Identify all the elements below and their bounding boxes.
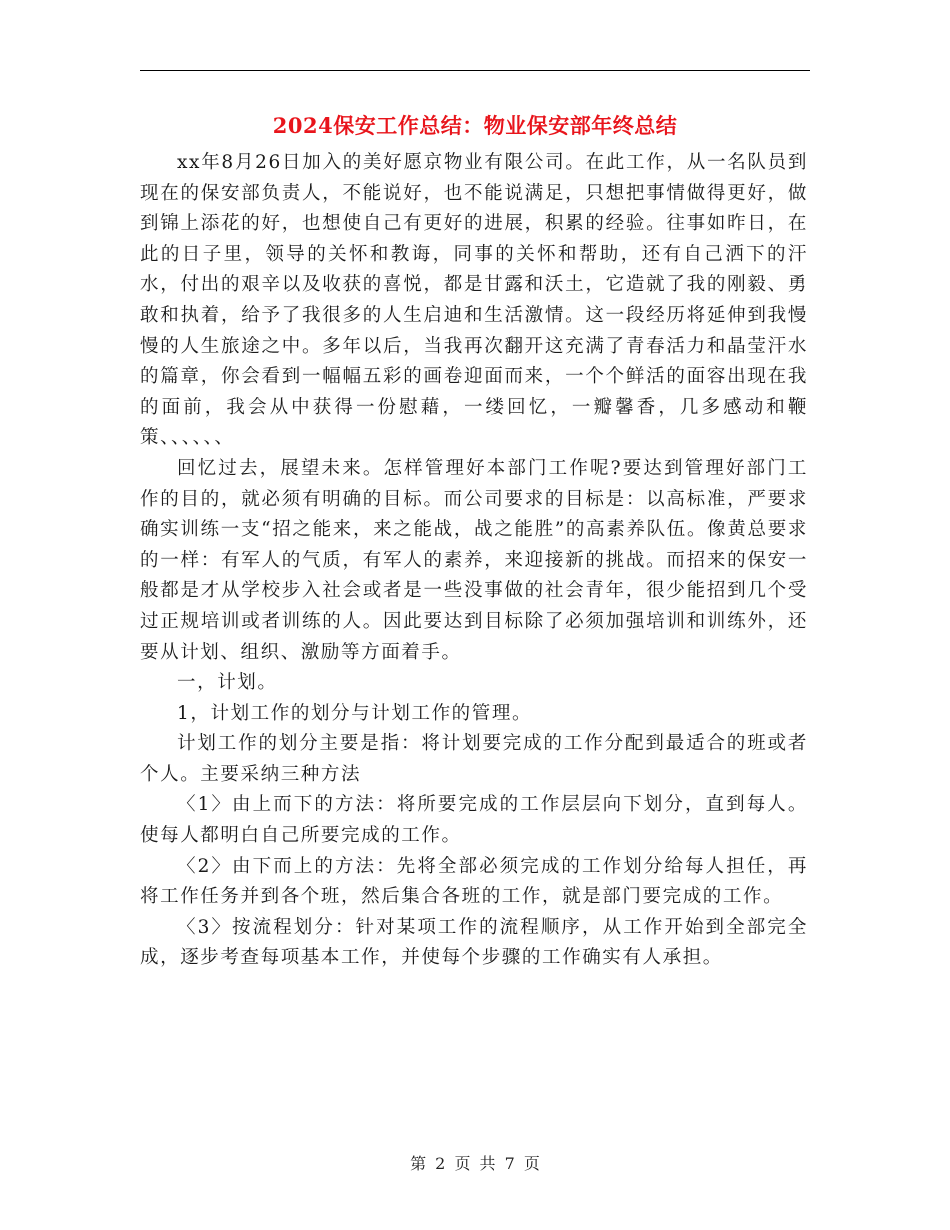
page-footer: 第 2 页 共 7 页 — [410, 1154, 540, 1173]
document-title: 2024保安工作总结：物业保安部年终总结 — [272, 113, 678, 138]
list-item-process: 〈3〉按流程划分：针对某项工作的流程顺序，从工作开始到全部完全成，逐步考查每项基本工作，并使每个步骤的工作确实有人承担。 — [140, 916, 808, 969]
header-rule — [140, 70, 810, 71]
paragraph-intro: xx年8月26日加入的美好愿京物业有限公司。在此工作，从一名队员到现在的保安部负责人，不能说好，也不能说满足，只想把事情做得更好，做到锦上添花的好，也想使自己有更好的进展，积累的经验。往事如昨日，在此的日子里，领导的关怀和教诲，同事的关怀和帮助，还有自己洒下的汗水，付出的艰辛以及收获的喜悦，都是甘露和沃土，它造就了我的刚毅、勇敢和执着，给予了我很多的人生启迪和生活激情。这一段经历将延伸到我慢慢的人生旅途之中。多年以后，当我再次翻开这充满了青春活力和晶莹汗水的篇章，你会看到一幅幅五彩的画卷迎面而来，一个个鲜活的面容出现在我的面前，我会从中获得一份慰藉，一缕回忆，一瓣馨香，几多感动和鞭策、、、、、、 — [140, 152, 808, 449]
list-item-bottom-up: 〈2〉由下而上的方法：先将全部必须完成的工作划分给每人担任，再将工作任务并到各个班，然后集合各班的工作，就是部门要完成的工作。 — [140, 855, 808, 908]
document-body — [140, 148, 808, 974]
list-item-top-down: 〈1〉由上而下的方法：将所要完成的工作层层向下划分，直到每人。使每人都明白自己所要完成的工作。 — [140, 794, 808, 847]
paragraph-goals: 回忆过去，展望未来。怎样管理好本部门工作呢?要达到管理好部门工作的目的，就必须有明确的目标。而公司要求的目标是：以高标准，严要求确实训练一支“招之能来，来之能战，战之能胜”的高素养队伍。像黄总要求的一样：有军人的气质，有军人的素养，来迎接新的挑战。而招来的保安一般都是才从学校步入社会或者是一些没事做的社会青年，很少能招到几个受过正规培训或者训练的人。因此要达到目标除了必须加强培训和训练外，还要从计划、组织、激励等方面着手。 — [140, 457, 808, 663]
section-heading-plan: 一，计划。 — [177, 672, 278, 694]
subsection-heading: 1，计划工作的划分与计划工作的管理。 — [177, 702, 533, 724]
paragraph-plan-division: 计划工作的划分主要是指：将计划要完成的工作分配到最适合的班或者个人。主要采纳三种方法 — [140, 733, 808, 785]
